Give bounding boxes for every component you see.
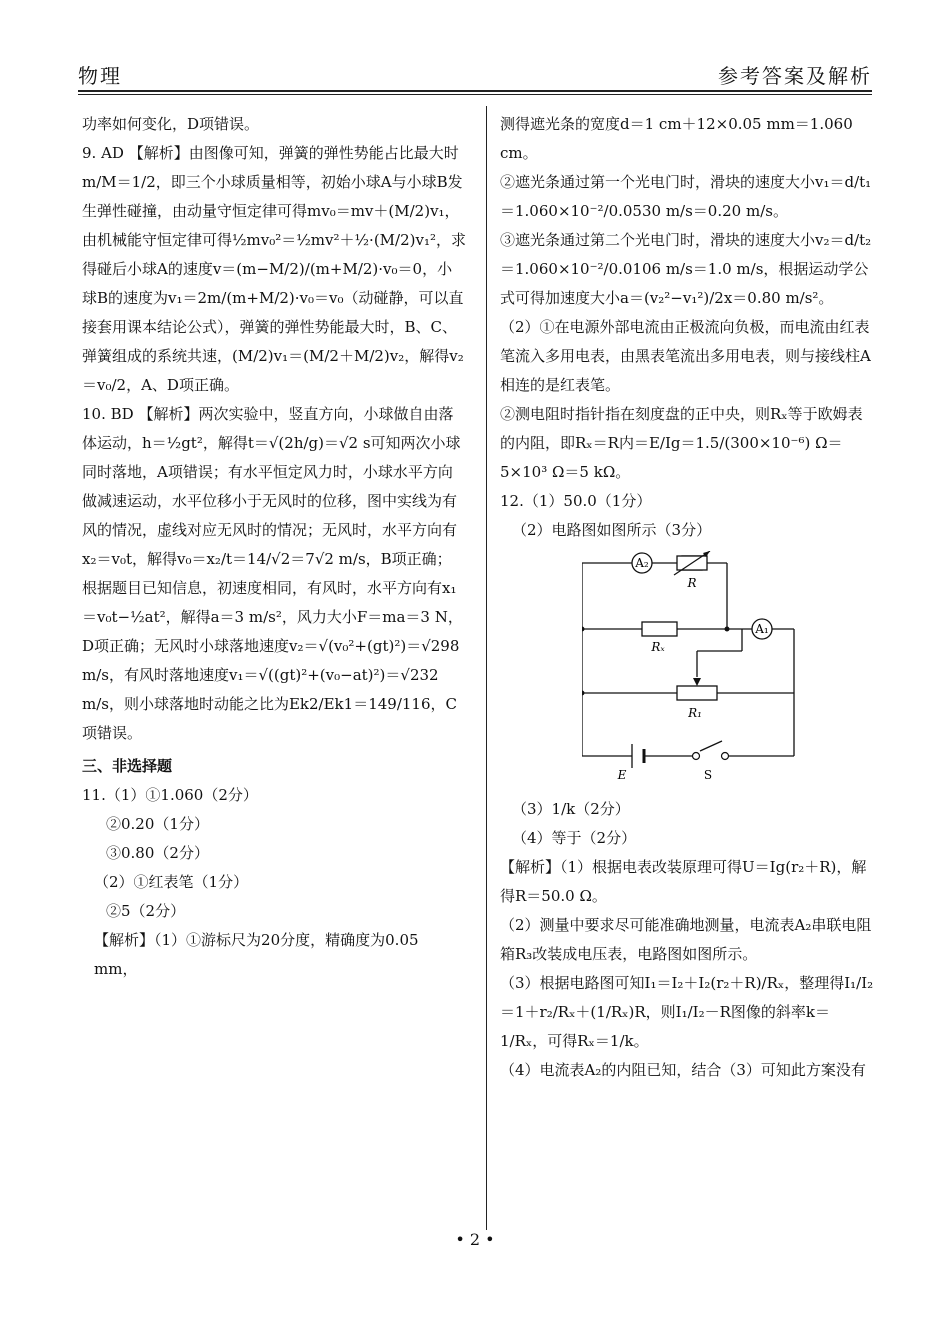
section-heading: 三、非选择题 xyxy=(82,757,173,775)
header-title: 参考答案及解析 xyxy=(718,64,872,88)
page-number: • 2 • xyxy=(455,1230,495,1249)
answer-11-5: ②5（2分） xyxy=(106,902,186,920)
text-line: （2）①在电源外部电流由正极流向负极，而电流由红表笔流入多用电表，由黑表笔流出多用电表，则与接线柱A相连的是红表笔。 xyxy=(500,318,871,394)
answer-12-4: （4）等于（2分） xyxy=(512,829,637,847)
switch-icon xyxy=(693,753,729,782)
analysis-12-4: （4）电流表A₂的内阻已知，结合（3）可知此方案没有 xyxy=(500,1061,866,1079)
text-line: 功率如何变化，D项错误。 xyxy=(82,115,260,133)
label-r1: R₁ xyxy=(688,706,702,720)
right-column xyxy=(500,110,876,1085)
analysis-12-3: （3）根据电路图可知I₁＝I₂＋I₂(r₂＋R)/Rₓ，整理得I₁/I₂＝1＋r₂/Rₓ＋(1/Rₓ)R，则I₁/I₂－R图像的斜率k＝1/Rₓ，可得Rₓ＝1/k。 xyxy=(500,974,874,1050)
circuit-diagram xyxy=(582,551,812,781)
left-column xyxy=(82,110,466,984)
text-line: 测得遮光条的宽度d＝1 cm＋12×0.05 mm＝1.060 cm。 xyxy=(500,115,853,162)
page-header xyxy=(78,60,872,90)
answer-12-3: （3）1/k（2分） xyxy=(512,800,630,818)
answer-12-1: 12.（1）50.0（1分） xyxy=(500,492,652,510)
label-a2: A₂ xyxy=(635,556,649,570)
analysis-12-2: （2）测量中要求尽可能准确地测量，电流表A₂串联电阻箱R₃改装成电压表，电路图如图所示。 xyxy=(500,916,872,963)
ammeter-a1-icon xyxy=(752,619,772,639)
answer-10: 10. BD 【解析】两次实验中，竖直方向，小球做自由落体运动，h＝½gt²，解得t＝√(2h/g)＝√2 s可知两次小球同时落地，A项错误；有水平恒定风力时，小球水平方向做减速运动，水平位移小于无风时的位移，图中实线为有风的情况，虚线对应无风时的情况；无风时，水平方向有x₂＝v₀t，解得v₀＝x₂/t＝14/√2＝7√2 m/s，B项正确；根据题目已知信息，初速度相同，有风时，水平方向有x₁＝v₀t−½at²，解得a＝3 m/s²，风力大小F＝ma＝3 N，D项正确；无风时小球落地速度v₂＝√(v₀²+(gt)²)＝√298 m/s，有风时落地速度v₁＝√((gt)²+(v₀−at)²)＝√232 m/s，则小球落地时动能之比为Ek2/Ek1＝149/116，C项错误。 xyxy=(82,405,463,742)
label-rx: Rₓ xyxy=(651,640,665,654)
battery-icon xyxy=(617,744,644,781)
label-r: R xyxy=(687,576,697,590)
column-divider xyxy=(486,106,487,1230)
answer-11-2: ②0.20（1分） xyxy=(106,815,209,833)
answer-11-4: （2）①红表笔（1分） xyxy=(94,873,249,891)
analysis-11: 【解析】（1）①游标尺为20分度，精确度为0.05 mm， xyxy=(94,931,419,978)
analysis-12-1: 【解析】（1）根据电表改装原理可得U＝Ig(r₂＋R)，解得R＝50.0 Ω。 xyxy=(500,858,867,905)
answer-11-3: ③0.80（2分） xyxy=(106,844,209,862)
text-line: ②遮光条通过第一个光电门时，滑块的速度大小v₁＝d/t₁＝1.060×10⁻²/0.0530 m/s＝0.20 m/s。 xyxy=(500,173,872,220)
subject-label: 物理 xyxy=(78,64,122,88)
header-rule-thin xyxy=(78,94,872,95)
label-a1: A₁ xyxy=(755,622,769,636)
resistor-box-r-icon xyxy=(674,551,710,590)
text-line: ③遮光条通过第二个光电门时，滑块的速度大小v₂＝d/t₂＝1.060×10⁻²/0.0106 m/s＝1.0 m/s，根据运动学公式可得加速度大小a＝(v₂²−v₁²)/2x＝0.80 m/s²。 xyxy=(500,231,872,307)
text-line: ②测电阻时指针指在刻度盘的正中央，则Rₓ等于欧姆表的内阻，即Rₓ＝R内＝E/Ig＝1.5/(300×10⁻⁶) Ω＝5×10³ Ω＝5 kΩ。 xyxy=(500,405,863,481)
header-rule xyxy=(78,90,872,92)
rheostat-r1-icon xyxy=(677,678,717,720)
answer-12-2: （2）电路图如图所示（3分） xyxy=(512,521,712,539)
ammeter-a2-icon xyxy=(632,553,652,573)
answer-11-1: 11.（1）①1.060（2分） xyxy=(82,786,258,804)
label-s: S xyxy=(703,768,713,781)
answer-9: 9. AD 【解析】由图像可知，弹簧的弹性势能占比最大时m/M＝1/2，即三个小球质量相等，初始小球A与小球B发生弹性碰撞，由动量守恒定律可得mv₀＝mv＋(M/2)v₁，由机械能守恒定律可得½mv₀²＝½mv²＋½·(M/2)v₁²，求得碰后小球A的速度v＝(m−M/2)/(m+M/2)·v₀＝0，小球B的速度为v₁＝2m/(m+M/2)·v₀＝v₀（动碰静，可以直接套用课本结论公式），弹簧的弹性势能最大时，B、C、弹簧组成的系统共速，(M/2)v₁＝(M/2＋M/2)v₂，解得v₂＝v₀/2，A、D项正确。 xyxy=(82,144,466,394)
label-e: E xyxy=(617,768,627,781)
resistor-rx-icon xyxy=(642,622,677,654)
